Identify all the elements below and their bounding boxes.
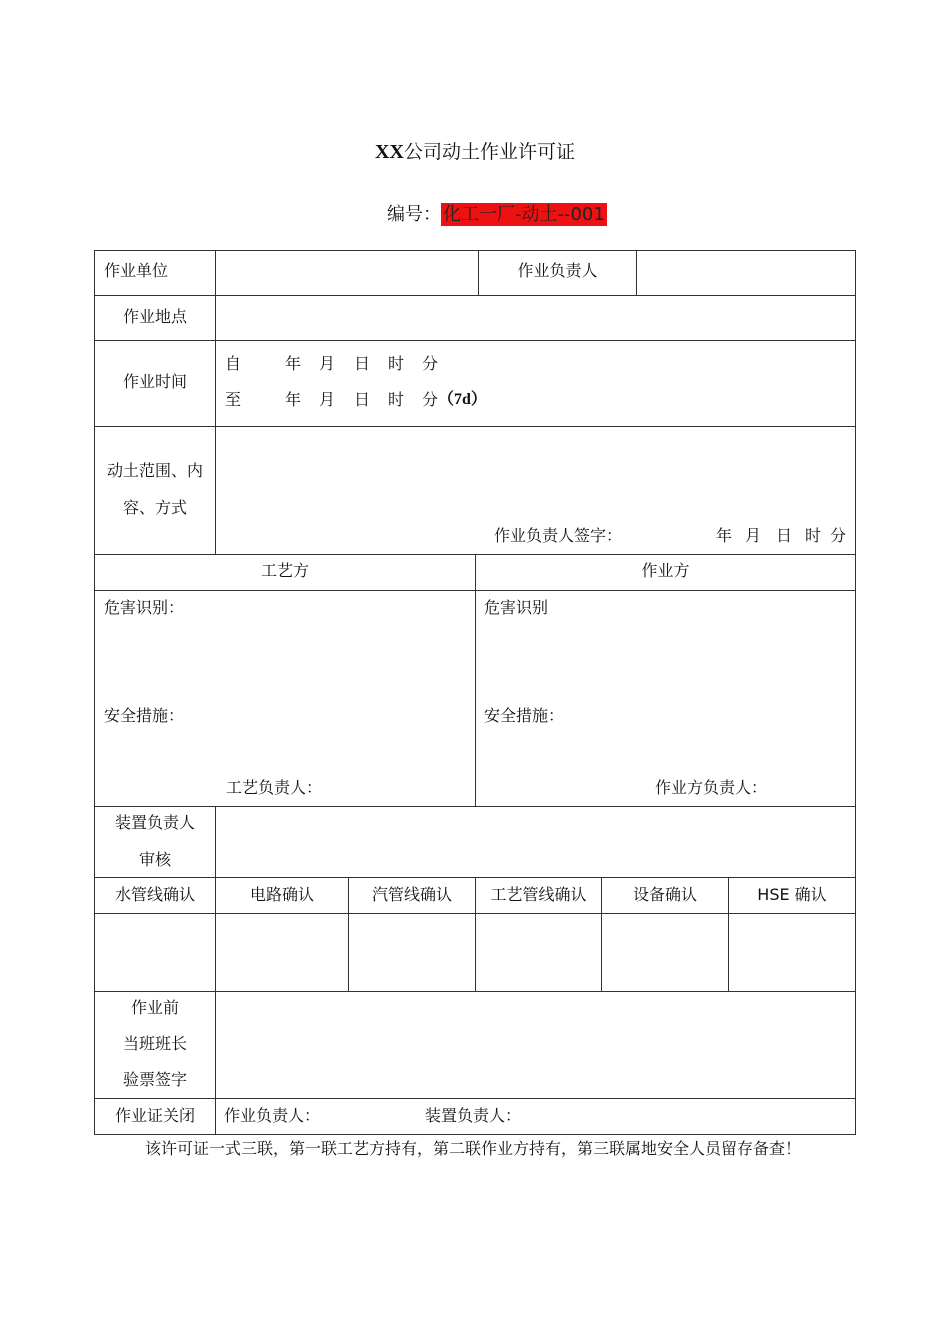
footer-note: 该许可证一式三联，第一联工艺方持有，第二联作业方持有，第三联属地安全人员留存备查！ [145,1139,802,1158]
year-label: 年 [285,390,302,409]
serial-value: 化工一厂-动土--001 [443,204,605,225]
table-border-right [855,250,856,1135]
year-label: 年 [716,526,733,545]
confirm-equipment: 设备确认 [632,885,697,904]
col-divider [215,250,216,555]
device-leader-line2: 审核 [138,850,171,869]
pre-work-line3: 验票签字 [122,1070,187,1089]
duration-note: （7d） [438,391,487,408]
month-label: 月 [745,526,762,545]
to-label: 至 [225,390,242,409]
pre-work-line1: 作业前 [130,998,179,1017]
table-border-top [94,250,856,251]
day-label: 日 [354,390,371,409]
row-divider [94,426,856,427]
hazard-id-work: 危害识别 [484,598,549,617]
row-divider [94,1098,856,1099]
work-side-leader-label: 作业方负责人： [655,778,768,797]
col-divider [636,250,637,296]
unit-label: 作业单位 [104,261,169,280]
scope-label-line2: 容、方式 [122,498,187,517]
serial-number [387,200,607,226]
process-leader-label: 工艺负责人： [226,778,323,797]
confirm-water-pipeline: 水管线确认 [114,885,195,904]
close-work-leader: 作业负责人： [224,1106,321,1125]
leader-label: 作业负责人 [517,261,598,280]
hour-label: 时 [388,354,405,373]
process-side-header: 工艺方 [260,561,309,580]
day-label: 日 [354,354,371,373]
col-divider [475,554,476,807]
row-divider [94,340,856,341]
confirm-circuit: 电路确认 [249,885,314,904]
from-label: 自 [225,354,242,373]
day-label: 日 [776,526,793,545]
work-side-header: 作业方 [641,561,690,580]
month-label: 月 [319,390,336,409]
year-label: 年 [285,354,302,373]
close-label: 作业证关闭 [114,1106,195,1125]
close-device-leader: 装置负责人： [425,1106,522,1125]
confirm-steam-pipeline: 汽管线确认 [371,885,452,904]
hazard-id-process: 危害识别： [104,598,185,617]
leader-sign-label: 作业负责人签字： [494,526,623,545]
confirm-hse: HSE 确认 [757,885,827,904]
serial-label: 编号： [387,204,441,225]
hour-label: 时 [805,526,822,545]
title-text: 公司动土作业许可证 [403,141,575,163]
location-label: 作业地点 [122,307,187,326]
row-divider [94,295,856,296]
safety-measures-work: 安全措施： [484,706,565,725]
scope-label-line1: 动土范围、内 [106,461,203,480]
safety-measures-process: 安全措施： [104,706,185,725]
company-brand: XX [375,141,404,163]
minute-label: 分 [422,390,439,409]
hour-label: 时 [388,390,405,409]
minute-label: 分 [422,354,439,373]
minute-label: 分 [830,526,847,545]
col-divider [215,806,216,1135]
month-label: 月 [319,354,336,373]
document-title [0,137,950,164]
pre-work-line2: 当班班长 [122,1034,187,1053]
confirm-process-pipeline: 工艺管线确认 [490,885,587,904]
device-leader-line1: 装置负责人 [114,813,195,832]
time-label: 作业时间 [122,372,187,391]
